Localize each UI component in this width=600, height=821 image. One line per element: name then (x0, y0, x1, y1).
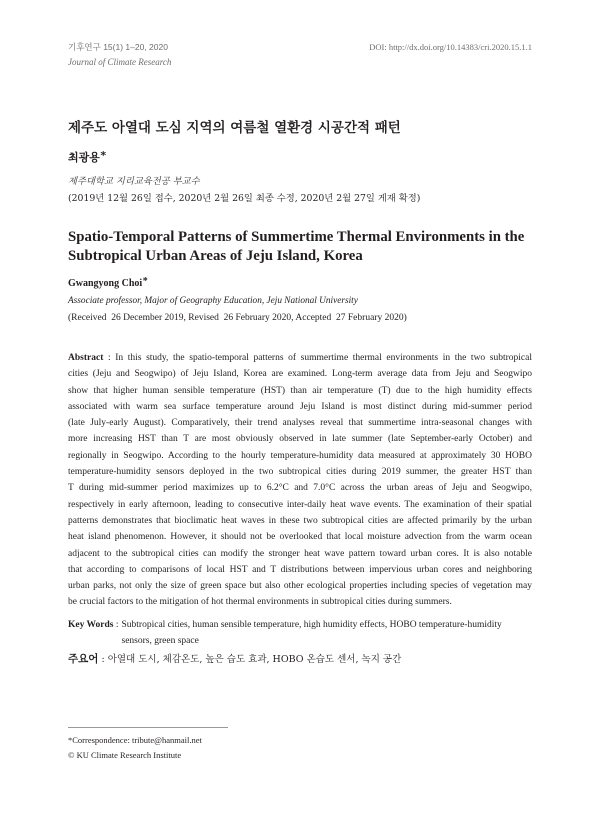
abstract (68, 350, 532, 611)
keywords-line: sensors, green space (121, 636, 199, 646)
korean-author-mark: * (100, 148, 107, 162)
korean-keywords-label: 주요어 (68, 653, 99, 665)
korean-author (68, 150, 532, 165)
english-dates: (Received 26 December 2019, Revised 26 February 2020, Accepted 27 February 2020) (68, 312, 407, 323)
korean-author-name: 최광용 (68, 150, 100, 164)
abstract-line: show that higher human sensible temperature (HST) than air temperature (T) due to the high humidity effects (68, 385, 532, 396)
abstract-line: adjacent to the subtropical cities can modify the stronger heat wave pattern toward urban cores. It is also notable (68, 548, 532, 559)
english-title (68, 228, 532, 266)
abstract-label: Abstract (68, 353, 104, 363)
abstract-line: more increasing HST than T are most obviously observed in late summer (late September-early October) and (68, 434, 532, 445)
abstract-line: regionally in Seogwipo. According to the hourly temperature-humidity data measured at approximately 30 HOBO (68, 450, 532, 461)
korean-keywords (68, 651, 532, 668)
abstract-line: patterns demonstrates that bioclimatic heat waves in these two subtropical cities are affected primarily by the urban (68, 515, 532, 526)
abstract-line: associated with warm sea surface temperature around Jeju Island is most distinct during mid-summer period (68, 401, 532, 412)
doi-link[interactable]: DOI: http://dx.doi.org/10.14383/cri.2020.15.1.1 (369, 42, 532, 52)
abstract-line: T during mid-summer period maximizes up to 6.2°C and 7.0°C across the urban areas of Jeju and Seogwipo, (68, 483, 532, 494)
english-title-line: Spatio-Temporal Patterns of Summertime Thermal Environments in the (68, 228, 525, 245)
keywords-heading (68, 617, 119, 649)
abstract-line-text: In this study, the spatio-temporal patterns of summertime thermal environments in the two subtropical (115, 353, 532, 363)
abstract-line: (late July-early August). Comparatively, their trend analyses reveal that summertime intra-seasonal changes with (68, 418, 532, 429)
keywords-line: Subtropical cities, human sensible temperature, high humidity effects, HOBO temperature-humidity (121, 620, 502, 630)
copyright-note: © KU Climate Research Institute (68, 749, 182, 760)
footnote (68, 733, 532, 763)
abstract-line (68, 350, 532, 366)
journal-name: Journal of Climate Research (68, 57, 172, 67)
korean-affiliation: 제주대학교 지리교육전공 부교수 (68, 175, 200, 187)
keywords-values (122, 617, 502, 649)
abstract-line: respectively in early afternoon, leading to consecutive inter-daily heat wave events. The examination of their spatial (68, 499, 532, 510)
abstract-line: urban parks, not only the size of green space but also other ecological properties including species of vegetation may (68, 581, 532, 592)
journal-issue-header: 기후연구 15(1) 1–20, 2020 (68, 42, 168, 52)
keywords-separator: : (115, 620, 119, 630)
correspondence-note: *Correspondence: tribute@hanmail.net (68, 734, 202, 745)
abstract-line: cities (Jeju and Seogwipo) of Jeju Island, Korea are examined. Long-term average data from Jeju and Seogwipo (68, 369, 532, 380)
abstract-line: heat island phenomenon. However, it should not be overlooked that local moisture advection from the warm ocean (68, 532, 532, 543)
keywords (68, 617, 532, 649)
abstract-line: be crucial factors to the mitigation of hot thermal environments in subtropical cities during summers. (68, 597, 452, 608)
korean-title: 제주도 아열대 도심 지역의 여름철 열환경 시공간적 패턴 (68, 120, 401, 136)
abstract-line: that according to comparisons of local HST and T distributions between impervious urban cores and neighboring (68, 564, 532, 575)
english-title-line: Subtropical Urban Areas of Jeju Island, Korea (68, 247, 363, 264)
korean-dates: (2019년 12월 26일 접수, 2020년 2월 26일 최종 수정, 2020년 2월 27일 게재 확정) (68, 192, 421, 204)
english-author-name: Gwangyong Choi (68, 278, 143, 289)
abstract-separator: : (107, 353, 111, 363)
keywords-label: Key Words (68, 620, 114, 630)
english-affiliation: Associate professor, Major of Geography Education, Jeju National University (68, 295, 358, 306)
footnote-rule (68, 727, 228, 728)
korean-keywords-text: 아열대 도시, 체감온도, 높은 습도 효과, HOBO 온습도 센서, 녹지 공간 (107, 654, 402, 665)
english-author-mark: * (142, 276, 148, 287)
korean-keywords-separator: : (101, 654, 105, 665)
english-author (68, 277, 532, 291)
abstract-line: temperature-humidity sensors deployed in the two subtropical cities during 2019 summer, the greater HST than (68, 467, 532, 478)
